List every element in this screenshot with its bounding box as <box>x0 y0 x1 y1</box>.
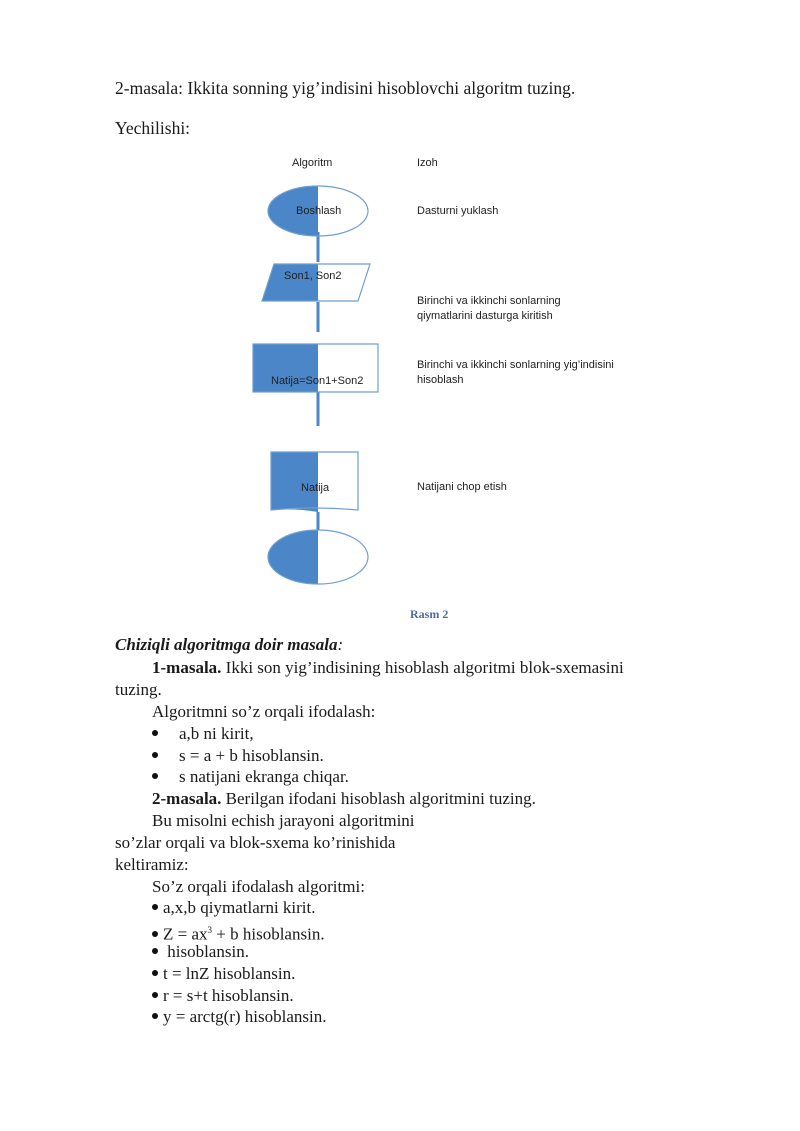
problem-2-line2: so’zlar orqali va blok-sxema ko’rinishida <box>115 833 396 852</box>
problem-2: 2-masala. Berilgan ifodani hisoblash algoritmini tuzing. <box>152 789 536 808</box>
note-process-line2: hisoblash <box>417 374 464 386</box>
bullet-icon <box>152 992 158 998</box>
output-label: Natija <box>301 482 330 494</box>
list-item: r = s+t hisoblansin. <box>152 986 294 1006</box>
bullet-icon <box>152 752 158 758</box>
column-note: Izoh <box>417 157 438 169</box>
section-heading: Chiziqli algoritmga doir masala: <box>115 635 344 654</box>
list-item: a,x,b qiymatlarni kirit. <box>152 898 316 918</box>
bullet-icon <box>152 1013 158 1019</box>
problem-2-line1: Bu misolni echish jarayoni algoritmini <box>152 811 415 830</box>
bullet-icon <box>152 970 158 976</box>
problem-1: 1-masala. Ikki son yig’indisining hisoblash algoritmi blok-sxemasini <box>152 658 624 677</box>
words2-intro: So’z orqali ifodalash algoritmi: <box>152 877 365 896</box>
bullet-icon <box>152 904 158 910</box>
list-item: hisoblansin. <box>152 942 249 962</box>
list-item: s = a + b hisoblansin. <box>152 746 324 766</box>
list-item: a,b ni kirit, <box>152 724 254 744</box>
note-process-line1: Birinchi va ikkinchi sonlarning yig’indisini <box>417 359 614 371</box>
bullet-icon <box>152 773 158 779</box>
figure-caption: Rasm 2 <box>410 607 449 621</box>
words-intro: Algoritmni so’z orqali ifodalash: <box>152 702 376 721</box>
start-label: Boshlash <box>296 205 342 217</box>
list-item: s natijani ekranga chiqar. <box>152 767 349 787</box>
problem-statement: 2-masala: Ikkita sonning yig’indisini hisoblovchi algoritm tuzing. <box>115 78 576 98</box>
bullet-icon <box>152 931 158 937</box>
solution-label: Yechilishi: <box>115 118 191 138</box>
problem-2-line3: keltiramiz: <box>115 855 189 874</box>
bullet-icon <box>152 730 158 736</box>
note-output: Natijani chop etish <box>417 481 507 493</box>
list-item: $Z = ax^3 + b$ hisoblansin. <box>152 920 325 945</box>
process-label: Natija=Son1+Son2 <box>271 375 364 387</box>
input-label: Son1, Son2 <box>284 270 342 282</box>
list-item: y = arctg(r) hisoblansin. <box>152 1007 327 1027</box>
bullet-icon <box>152 948 158 954</box>
end-terminal <box>268 530 368 584</box>
note-start: Dasturni yuklash <box>417 205 499 217</box>
problem-1-continuation: tuzing. <box>115 680 162 699</box>
note-input-line2: qiymatlarini dasturga kiritish <box>417 310 553 322</box>
list-item: t = lnZ hisoblansin. <box>152 964 295 984</box>
note-input-line1: Birinchi va ikkinchi sonlarning <box>417 295 561 307</box>
column-algorithm: Algoritm <box>292 157 333 169</box>
